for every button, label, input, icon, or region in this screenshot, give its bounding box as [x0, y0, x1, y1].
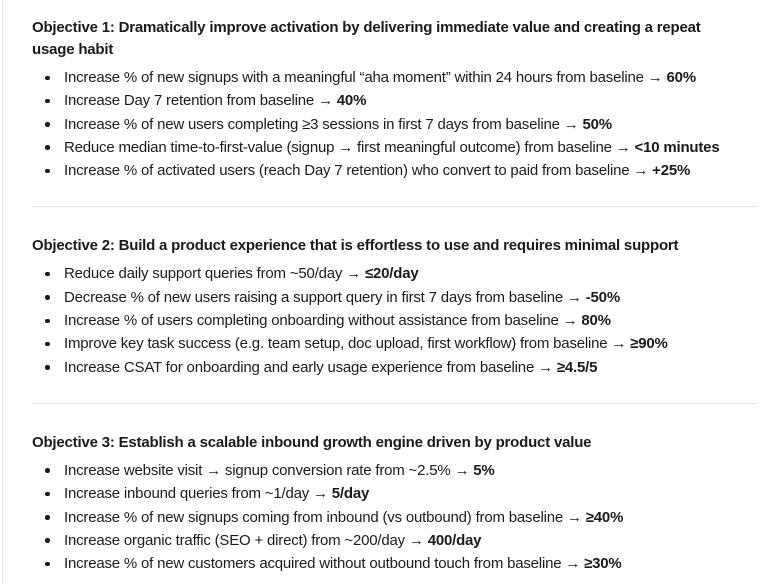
bullet-target-value: ≥4.5/5 — [556, 358, 598, 376]
bullet-text: Increase inbound queries from ~1/day → — [64, 485, 332, 503]
objective-3-title: Objective 3: Establish a scalable inbound growth engine driven by product value — [32, 433, 592, 451]
bullet-dot — [45, 538, 50, 543]
bullet-target-value: 400/day — [427, 531, 482, 549]
bullet-text: Increase % of users completing onboarding without assistance from baseline → — [64, 312, 582, 330]
bullet-dot — [45, 319, 50, 324]
bullet-dot — [45, 295, 50, 300]
list-item — [32, 286, 757, 309]
bullet-text: Reduce daily support queries from ~50/day → — [64, 265, 365, 283]
list-item — [32, 459, 757, 482]
bullet-dot — [45, 99, 50, 104]
list-item — [32, 262, 757, 285]
bullet-target-value: ≥40% — [585, 508, 624, 526]
list-item — [32, 552, 757, 575]
bullet-text: Increase Day 7 retention from baseline → — [64, 92, 337, 110]
bullet-text: Increase website visit → signup conversion rate from ~2.5% → — [64, 461, 474, 479]
bullet-target-value: +25% — [652, 162, 691, 180]
bullet-text: Increase % of new signups coming from inbound (vs outbound) from baseline → — [64, 508, 586, 526]
objective-1-section — [32, 17, 757, 182]
bullet-text: Increase % of new signups with a meaningful “aha moment” within 24 hours from baseline → — [64, 69, 667, 86]
objective-1-list — [32, 66, 757, 182]
bullet-target-value: ≤20/day — [364, 265, 419, 283]
bullet-dot — [45, 169, 50, 174]
list-item — [32, 529, 757, 552]
bullet-target-value: 5/day — [331, 485, 370, 503]
list-item — [32, 113, 757, 136]
bullet-target-value: <10 minutes — [634, 138, 720, 156]
bullet-target-value: 5% — [473, 461, 495, 479]
bullet-dot — [45, 122, 50, 127]
objective-3-section — [32, 432, 757, 575]
bullet-dot — [45, 515, 50, 520]
list-item — [32, 356, 757, 379]
bullet-dot — [45, 145, 50, 150]
objective-2-section — [32, 235, 757, 378]
bullet-text: Decrease % of new users raising a support query in first 7 days from baseline → — [64, 288, 586, 306]
bullet-text: Increase % of activated users (reach Day 7 retention) who convert to paid from baseline → — [64, 162, 653, 180]
bullet-target-value: 80% — [581, 312, 611, 330]
bullet-target-value: ≥90% — [630, 335, 668, 353]
list-item — [32, 309, 757, 332]
bullet-text: Increase % of new users completing ≥3 sessions in first 7 days from baseline → — [64, 115, 583, 133]
bullet-target-value: -50% — [585, 288, 620, 306]
bullet-dot — [45, 342, 50, 347]
bullet-dot — [45, 492, 50, 497]
list-item — [32, 332, 757, 355]
bullet-text: Improve key task success (e.g. team setup, doc upload, first workflow) from baseline → — [64, 335, 631, 353]
objective-2-title: Objective 2: Build a product experience that is effortless to use and requires minimal support — [32, 237, 679, 255]
list-item — [32, 159, 757, 182]
bullet-dot — [45, 468, 50, 473]
bullet-dot — [45, 272, 50, 277]
bullet-target-value: 50% — [582, 115, 612, 133]
bullet-text: Increase CSAT for onboarding and early usage experience from baseline → — [64, 358, 557, 376]
list-item — [32, 66, 757, 89]
objective-1-title: Objective 1: Dramatically improve activation by delivering immediate value and creating a repeat usage habit — [32, 19, 701, 58]
section-divider — [32, 403, 757, 404]
bullet-dot — [45, 562, 50, 567]
list-item — [32, 482, 757, 505]
bullet-target-value: 60% — [666, 69, 696, 86]
objective-3-list — [32, 459, 757, 575]
bullet-target-value: 40% — [336, 92, 367, 110]
objective-2-list — [32, 262, 757, 378]
list-item — [32, 136, 757, 159]
bullet-text: Reduce median time-to-first-value (signup → first meaningful outcome) from baseline → — [64, 138, 635, 156]
bullet-dot — [45, 365, 50, 370]
bullet-target-value: ≥30% — [584, 555, 622, 573]
list-item — [32, 89, 757, 112]
bullet-text: Increase organic traffic (SEO + direct) from ~200/day → — [64, 531, 428, 549]
bullet-text: Increase % of new customers acquired without outbound touch from baseline → — [64, 555, 585, 573]
section-divider — [32, 206, 757, 207]
list-item — [32, 506, 757, 529]
bullet-dot — [45, 76, 50, 81]
